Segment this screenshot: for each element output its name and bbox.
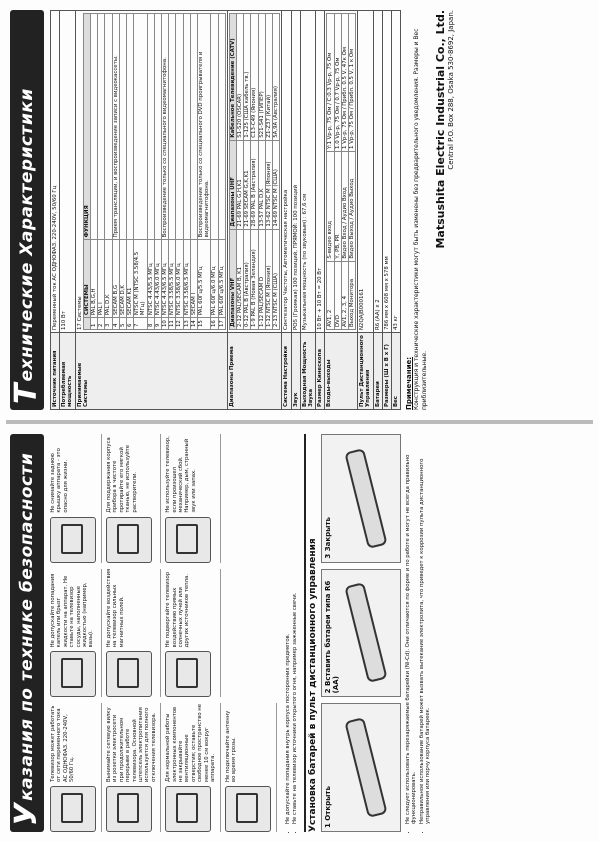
safety-item: Не снимайте заднюю крышку аппарата - это опасно для жизни.: [50, 434, 102, 563]
safety-section: [0, 426, 599, 842]
specs-banner: [10, 10, 44, 410]
system-row: 3 PAL D,K: [105, 14, 112, 330]
remote-steps: [321, 434, 401, 832]
system-row: 16 PAL 60Гц/6.0 МГц: [211, 14, 218, 330]
spec-row: Батареи R6 (AA) x 2: [373, 11, 382, 410]
connection-row: DVD Y, PB, PR 1.0 Vp-p, 75 Ом / 0.7 Vp-p, 75 Ом: [334, 14, 341, 330]
safety-item: Не используйте телевизор, если произошел механический сбой. Например, дым, странный звук или запах.: [165, 434, 220, 563]
system-row: 17 PAL 60Гц/6.5 МГц: [218, 14, 225, 330]
connection-row: AV1, 2, 3, 4 Видео Вход / Аудио Вход 1 Vp-p, 75 Ом / Прибл. 0.5 V, 47к Ом: [341, 14, 348, 330]
system-row: 12 NTSC 3.58/6.0 МГц: [176, 14, 183, 330]
manufacturer-name: Matsushita Electric Industrial Co., Ltd.: [433, 10, 447, 249]
safety-item: Телевизор может работать от сети переменного тока АС ОДНОФАЗ. 220-240V, 50/60 Гц.: [50, 703, 102, 832]
remote-step: 1 Открыть: [321, 703, 401, 832]
remote-control-icon: [344, 717, 387, 818]
system-row: 9 NTSC 4.43/6.0 МГц: [154, 14, 161, 330]
system-row: 13 NTSC 3.58/6.5 МГц: [183, 14, 190, 330]
spec-row: Система Настройки Синтезатор Частоты, Автоматическая настройка: [282, 11, 291, 410]
spec-row: Потребляемая мощность 110 Вт: [60, 11, 75, 410]
spec-row: Принимаемые Системы 17 Системы СИСТЕМЫ ФУНКЦИЯ 1 PAL B,G,H 2 PAL I 3 PAL D,K 4 SECAM B,G Прием трансляции, и воспроизведение записи с видеокассеты. 5 SECAM D,K 6 SECAM K1 7 NTSC M (NTSC 3.58/4.5 МГц) 8 NTSC 4.43/5.5 МГц 9 NTSC 4.43/6.0 МГц 10 NTSC 4.43/6.5 МГц Воспроизведение только со специального видеомагнитофона. 11 NTSC 3.58/5.5 МГц 12 NTSC 3.58/6.0 МГц 13 NTSC 3.58/6.5 МГц 14 SECAM I 15 PAL 60Гц/5.5 МГц Воспроизведение только со специального DVD проигрывателя и видеомагнитофона. 16 PAL 60Гц/6.0 МГц 17 PAL 60Гц/6.5 МГц: [75, 11, 227, 410]
system-row: 4 SECAM B,G Прием трансляции, и воспроизведение записи с видеокассеты.: [112, 14, 119, 330]
safety-item: Не допускайте попадания капель или брызг жидкости на аппарат. Не ставьте на телевизор сосуды, наполненные жидкостью (например, вазы).: [50, 569, 102, 698]
safety-footer-notes: [285, 434, 299, 832]
safety-item: Для поддержания корпуса прибора в чистоте протирайте его мягкой тканью, не используйте растворители.: [106, 434, 161, 563]
connection-row: Выход Монитора Видео Выход / Аудио Выход 1 Vp-p, 75 Ом / Прибл. 0.5 V, 1 к Ом: [348, 14, 355, 330]
connections-table: [326, 13, 356, 330]
system-row: 1 PAL B,G,H: [91, 14, 98, 330]
tv-cover-icon: [50, 517, 96, 563]
manufacturer-address: Central P.O. Box 288, Osaka 530-8692, Japan.: [446, 10, 455, 170]
remote-battery-title: Установка батарей в пульт дистанционного управления: [304, 434, 318, 832]
safety-title: казания по технике безопасности: [17, 452, 37, 801]
safety-title-capital: У: [9, 802, 44, 826]
spec-row: Вес 43 кг: [391, 11, 400, 410]
safety-item: Не подвергайте телевизор воздействию прямых солнечных лучей или других источников тепла.: [165, 569, 220, 698]
battery-note: • Неправильное использование батарей может вызвать вытекание электролита, что приведет к коррозии пульта дистанционного управления или порчу корпуса батареек.: [419, 434, 432, 824]
spec-row: Выходная Мощность Звука Музыкальная мощность (по звуковым) : 67,6 см: [300, 11, 315, 410]
system-row: 7 NTSC M (NTSC 3.58/4.5 МГц): [134, 14, 147, 330]
system-row: 10 NTSC 4.43/6.5 МГц Воспроизведение только со специального видеомагнитофона.: [162, 14, 169, 330]
band-row: 1-12 PAL/SECAM D 13-57 PAL D,K S21-S41 (ГИПЕР): [258, 14, 265, 330]
system-row: 8 NTSC 4.43/5.5 МГц: [147, 14, 154, 330]
spec-row: Источник питания Переменный ток АС ОДНОФАЗ. 220-240V, 50/60 Гц: [51, 11, 60, 410]
tv-heat-icon: [165, 651, 211, 697]
spec-row: Звук POS (Громкая) 100 позиций, ПРЯМОЙ: 100 позиций: [291, 11, 300, 410]
specs-title: ехнические Характеристики: [17, 88, 37, 382]
safety-item: Не подключайте антенну во время грозы.: [225, 703, 277, 832]
band-row: 2-12 PAL/SECAM B, K1 21-69 PAL G,H,K1 S1-S20 (OSCAR): [237, 14, 244, 330]
battery-note: • Не следует использовать перезаряжаемые батарейки (Ni-Cd). Они отличаются по форме и по работе и могут не всегда правильно функционировать.: [405, 434, 418, 824]
system-row: 5 SECAM D,K: [119, 14, 126, 330]
manufacturer-block: [434, 10, 455, 410]
tv-plug-icon: [50, 786, 96, 832]
battery-insert-icon: [344, 583, 387, 684]
spec-note: Примечание: Конструкция и технические характеристики могут быть изменены без предварительного уведомления. Размеры и Вес приблизительные.: [405, 28, 428, 410]
tv-ventilation-icon: [165, 786, 211, 832]
safety-item: Не допускайте воздействия на телевизор сильных магнитных полей.: [106, 569, 161, 698]
connection-row: AV1, 2 S-видео вход Y:1 Vp-p, 75 Ом / C:0.3 Vp-p, 75 Ом: [327, 14, 334, 330]
spec-row: Пульт Дистанционного Управления N2QAJB000161: [358, 11, 373, 410]
safety-grid: [50, 434, 281, 832]
tv-cleaning-icon: [106, 517, 152, 563]
spec-row: Диапазоны Приема Диапазоны VHF Диапазоны UHF Кабельное Телевидение (CATV) 2-12 PAL/SECAM B, K1 21-69 PAL G,H,K1 S1-S20 (OSCAR) 0-12 PAL B (Австралия) 21-69 SECAM G,K,K1 1-125 (США кабель тв.) 1-9 PAL B (Новая Зеландия) 28-69 PAL B (Австралия) C13-C49 (Япония) 1-12 PAL/SECAM D 13-57 PAL D,K S21-S41 (ГИПЕР) 1-12 NTSC M (Япония) 13-62 NTSC M (Япония) Z1-Z37 (Китай) 2-13 NTSC M (США) 14-69 NTSC M (США) 5A,9A (Австралия): [227, 11, 281, 410]
safety-item: Вынимайте сетевую вилку из розетки электросети при продолжительном перерыве в работе телевизора. Основной штепсель электропитания используется для полного отключения телевизора.: [106, 703, 161, 832]
remote-close-icon: [344, 448, 387, 549]
specs-section: [0, 0, 599, 416]
band-row: 1-9 PAL B (Новая Зеландия) 28-69 PAL B (Австралия) C13-C49 (Япония): [251, 14, 258, 330]
bands-table: Диапазоны VHF Диапазоны UHF Кабельное Телевидение (CATV) 2-12 PAL/SECAM B, K1 21-69 PAL G,H,K1 S1-S20 (OSCAR) 0-12 PAL B (Австралия) 21-69 SECAM G,K,K1 1-125 (США кабель тв.) 1-9 PAL B (Новая Зеландия) 28-69 PAL B (Австралия) C13-C49 (Япония) 1-12 PAL/SECAM D 13-57 PAL D,K S21-S41 (ГИПЕР) 1-12 NTSC M (Япония) 13-62 NTSC M (Япония) Z1-Z37 (Китай) 2-13 NTSC M (США) 14-69 NTSC M (США) 5A,9A (Австралия): [229, 13, 280, 330]
system-row: 14 SECAM I: [190, 14, 197, 330]
safety-banner: [10, 434, 44, 832]
tv-stand-icon: [165, 517, 211, 563]
safety-footer-note: • Не ставьте на телевизор источники открытого огня, например зажженные свечи.: [292, 434, 299, 824]
spec-row: Размер Кинескопа 10 Вт + 10 Вт = 20 Вт: [316, 11, 325, 410]
remote-step: 3 Закрыть: [321, 434, 401, 563]
systems-table: СИСТЕМЫ ФУНКЦИЯ 1 PAL B,G,H 2 PAL I 3 PAL D,K 4 SECAM B,G Прием трансляции, и воспроизведение записи с видеокассеты. 5 SECAM D,K 6 SECAM K1 7 NTSC M (NTSC 3.58/4.5 МГц) 8 NTSC 4.43/5.5 МГц 9 NTSC 4.43/6.0 МГц 10 NTSC 4.43/6.5 МГц Воспроизведение только со специального видеомагнитофона. 11 NTSC 3.58/5.5 МГц 12 NTSC 3.58/6.0 МГц 13 NTSC 3.58/6.5 МГц 14 SECAM I 15 PAL 60Гц/5.5 МГц Воспроизведение только со специального DVD проигрывателя и видеомагнитофона. 16 PAL 60Гц/6.0 МГц 17 PAL 60Гц/6.5 МГц: [83, 13, 226, 330]
system-row: 11 NTSC 3.58/5.5 МГц: [169, 14, 176, 330]
system-row: 15 PAL 60Гц/5.5 МГц Воспроизведение только со специального DVD проигрывателя и видеомагнитофона.: [198, 14, 211, 330]
battery-notes: [405, 434, 432, 832]
tv-plug-pull-icon: [106, 786, 152, 832]
tv-magnet-icon: [106, 651, 152, 697]
spec-table: [50, 10, 401, 410]
spec-row: Входы-выходы AV1, 2 S-видео вход Y:1 Vp-p, 75 Ом / C:0.3 Vp-p, 75 Ом DVD Y, PB, PR 1.0 Vp-p, 75 Ом / 0.7 Vp-p, 75 Ом AV1, 2, 3, 4 Видео Вход / Аудио Вход 1 Vp-p, 75 Ом / Прибл. 0.5 V, 47к Ом Выход Монитора Видео Выход / Аудио Выход 1 Vp-p, 75 Ом / Прибл. 0.5 V, 1 к Ом: [325, 11, 358, 410]
tv-liquid-icon: [50, 651, 96, 697]
safety-item: Для нормальной работы электронных компонентов не закрывайте вентиляционные отверстия; оставьте свободное пространство не менее 10 см вокруг аппарата.: [165, 703, 220, 832]
band-row: 2-13 NTSC M (США) 14-69 NTSC M (США) 5A,9A (Австралия): [273, 14, 280, 330]
system-row: 6 SECAM K1: [127, 14, 134, 330]
safety-footer-note: • Не допускайте попадания внутрь корпуса посторонних предметов.: [285, 434, 292, 824]
page-divider: [6, 420, 593, 424]
band-row: 1-12 NTSC M (Япония) 13-62 NTSC M (Япония) Z1-Z37 (Китай): [265, 14, 272, 330]
spec-row: Размеры (Ш x В x Г) 786 мм x 608 мм x 578 мм: [382, 11, 391, 410]
remote-step: 2 Вставить батареи типа R6 (AA): [321, 569, 401, 698]
specs-title-capital: Т: [9, 383, 44, 404]
system-row: 2 PAL I: [98, 14, 105, 330]
band-row: 0-12 PAL B (Австралия) 21-69 SECAM G,K,K1 1-125 (США кабель тв.): [244, 14, 251, 330]
tv-antenna-icon: [225, 786, 271, 832]
